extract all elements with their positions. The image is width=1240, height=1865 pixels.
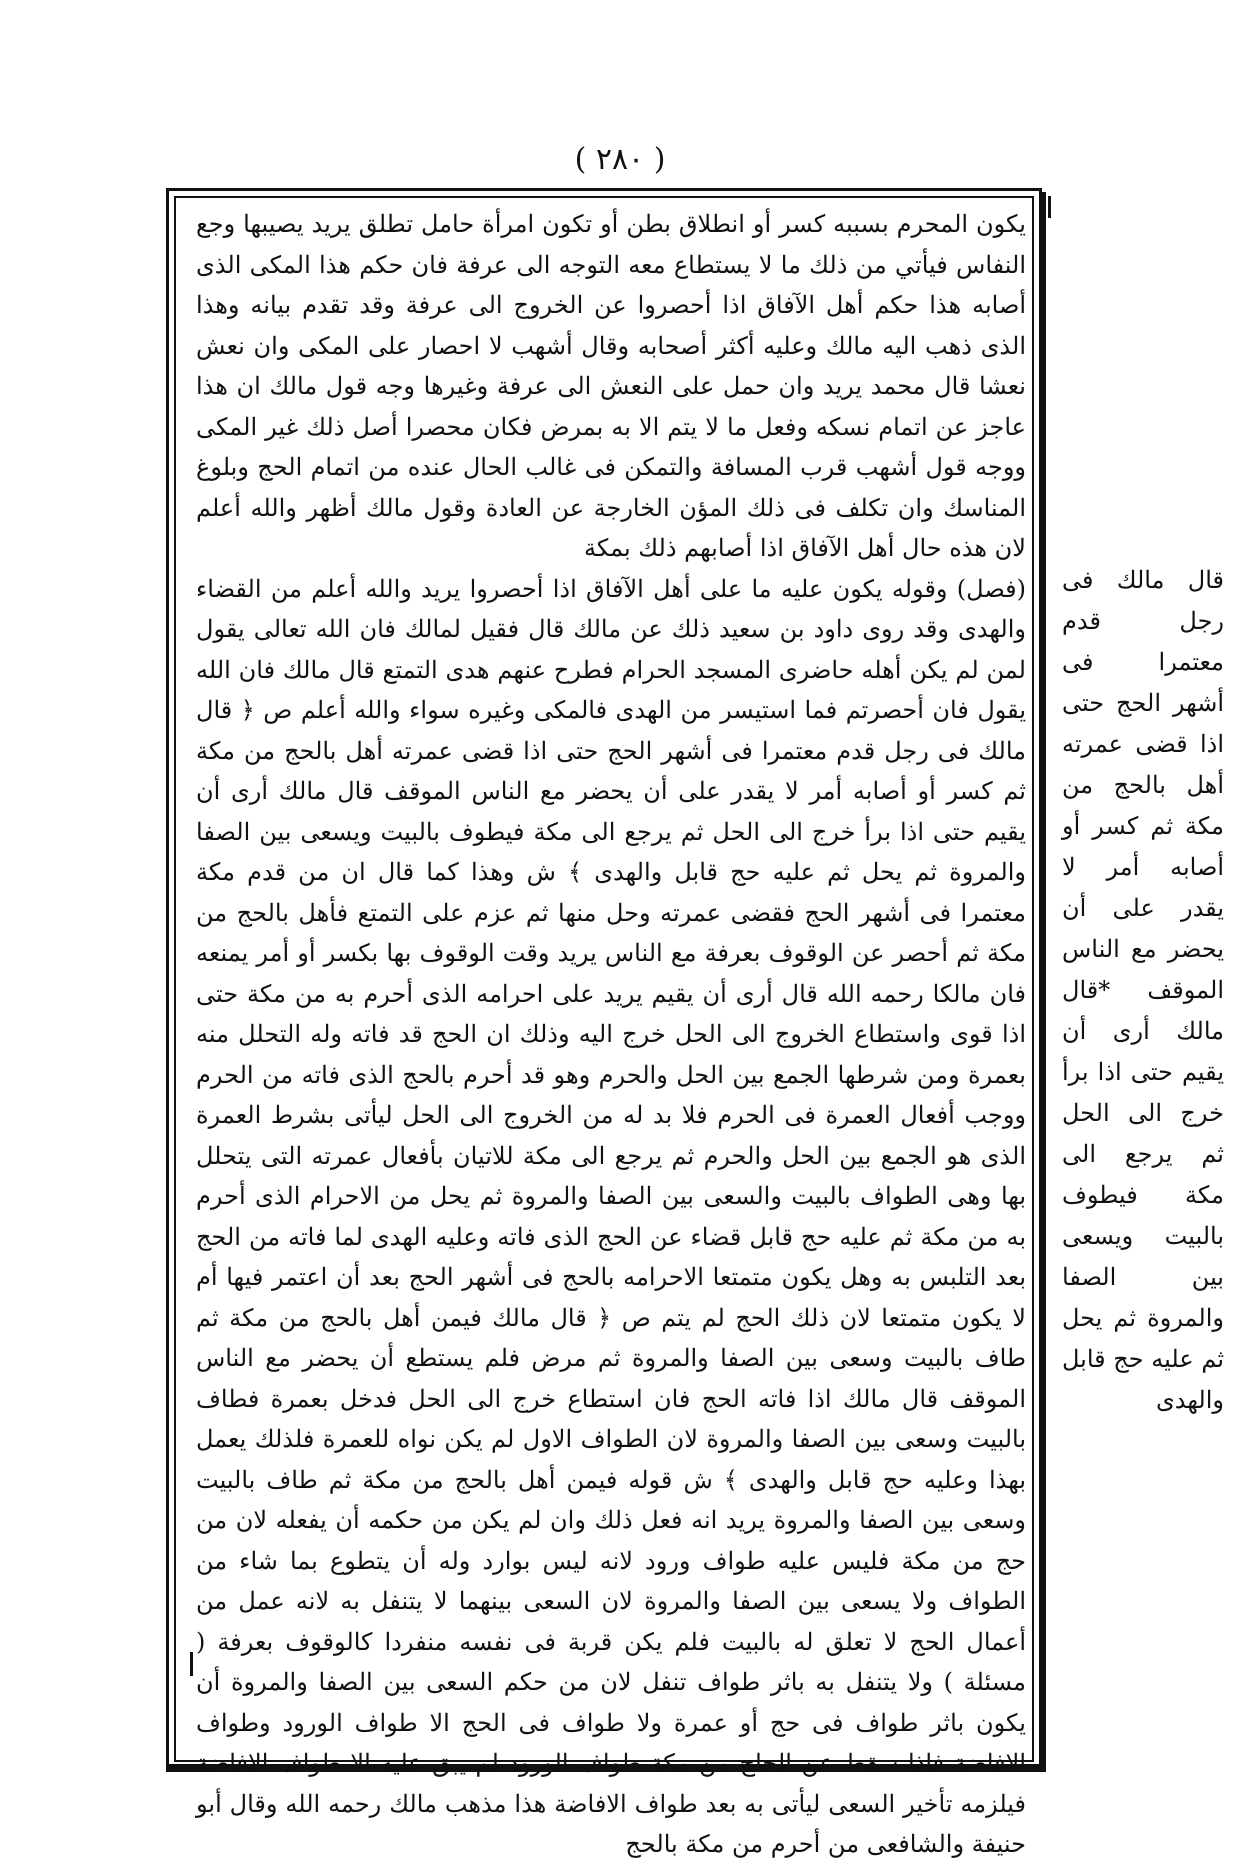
margin-mark-top xyxy=(1048,196,1051,218)
main-text-block xyxy=(196,204,1026,1865)
page-number: ( ٢٨٠ ) xyxy=(574,142,666,177)
main-paragraph-2: (فصل) وقوله يكون عليه ما على أهل الآفاق اذا أحصروا يريد والله أعلم من القضاء والهدى وقد روى داود بن سعيد ذلك عن مالك قال فقيل لمالك فان الله تعالى يقول لمن لم يكن أهله حاضرى المسجد الحرام فطرح عنهم هدى التمتع قال مالك فان الله يقول فان أحصرتم فما استيسر من الهدى فالمكى وغيره سواء والله أعلم ص ﴿ قال مالك فى رجل قدم معتمرا فى أشهر الحج حتى اذا قضى عمرته أهل بالحج من مكة ثم كسر أو أصابه أمر لا يقدر على أن يحضر مع الناس الموقف قال مالك أرى أن يقيم حتى اذا برأ خرج الى الحل ثم يرجع الى مكة فيطوف بالبيت ويسعى بين الصفا والمروة ثم يحل ثم عليه حج قابل والهدى ﴾ ش وهذا كما قال ان من قدم مكة معتمرا فى أشهر الحج فقضى عمرته وحل منها ثم عزم على التمتع فأهل بالحج من مكة ثم أحصر عن الوقوف بعرفة مع الناس يريد وقت الوقوف بها بكسر أو أمر يمنعه فان مالكا رحمه الله قال أرى أن يقيم يريد على احرامه الذى أحرم به من مكة حتى اذا قوى واستطاع الخروج الى الحل خرج اليه وذلك ان الحج قد فاته وله التحلل منه بعمرة ومن شرطها الجمع بين الحل والحرم وهو قد أحرم بالحج الذى فاته من الحرم ووجب أفعال العمرة فى الحرم فلا بد له من الخروج الى الحل ليأتى بشرط العمرة الذى هو الجمع بين الحل والحرم ثم يرجع الى مكة للاتيان بأفعال عمرته التى يتحلل بها وهى الطواف بالبيت والسعى بين الصفا والمروة ثم يحل من الاحرام الذى أحرم به من مكة ثم عليه حج قابل قضاء عن الحج الذى فاته وعليه الهدى لما فاته من الحج بعد التلبس به وهل يكون متمتعا الاحرامه بالحج فى أشهر الحج بعد أن اعتمر فيها أم لا يكون متمتعا لان ذلك الحج لم يتم ص ﴿ قال مالك فيمن أهل بالحج من مكة ثم طاف بالبيت وسعى بين الصفا والمروة ثم مرض فلم يستطع أن يحضر مع الناس الموقف قال مالك اذا فاته الحج فان استطاع خرج الى الحل فدخل بعمرة فطاف بالبيت وسعى بين الصفا والمروة لان الطواف الاول لم يكن نواه للعمرة فلذلك يعمل بهذا وعليه حج قابل والهدى ﴾ ش قوله فيمن أهل بالحج من مكة ثم طاف بالبيت وسعى بين الصفا والمروة يريد انه فعل ذلك وان لم يكن من حكمه أن يفعله لان من حج من مكة فليس عليه طواف ورود لانه ليس بوارد وله أن يتطوع بما شاء من الطواف ولا يسعى بين الصفا والمروة لان السعى بينهما لا يتنفل به لانه عمل من أعمال الحج لا تعلق له بالبيت فلم يكن قربة فى نفسه منفردا كالوقوف بعرفة ( مسئلة ) ولا يتنفل به باثر طواف تنفل لان من حكم السعى بين الصفا والمروة أن يكون باثر طواف فى حج أو عمرة ولا طواف فى الحج الا طواف الورود وطواف الافاضة فاذا سقط عن الحاج من مكة طواف الورود لم يبق عليه الا طواف الافاضة فيلزمه تأخير السعى ليأتى به بعد طواف الافاضة هذا مذهب مالك رحمه الله وقال أبو حنيفة والشافعى من أحرم من مكة بالحج xyxy=(196,574,1027,1858)
margin-note: قال مالك فى رجل قدم معتمرا فى أشهر الحج حتى اذا قضى عمرته أهل بالحج من مكة ثم كسر أو أصابه أمر لا يقدر على أن يحضر مع الناس الموقف *قال مالك أرى أن يقيم حتى اذا برأ خرج الى الحل ثم يرجع الى مكة فيطوف بالبيت ويسعى بين الصفا والمروة ثم يحل ثم عليه حج قابل والهدى xyxy=(1062,566,1224,1414)
margin-mark-bottom xyxy=(190,1652,193,1676)
main-paragraph-1: يكون المحرم بسببه كسر أو انطلاق بطن أو تكون امرأة حامل تطلق يريد يصيبها وجع النفاس فيأتي من ذلك ما لا يستطاع معه التوجه الى عرفة فان حكم هذا المكى الذى أصابه هذا حكم أهل الآفاق اذا أحصروا عن الخروج الى عرفة وقد تقدم بيانه وهذا الذى ذهب اليه مالك وعليه أكثر أصحابه وقال أشهب لا احصار على المكى وان نعش نعشا قال محمد يريد وان حمل على النعش الى عرفة وغيرها وجه قول مالك ان هذا عاجز عن اتمام نسكه وفعل ما لا يتم الا به بمرض فكان محصرا أصل ذلك غير المكى ووجه قول أشهب قرب المسافة والتمكن فى غالب الحال عنده من اتمام الحج وبلوغ المناسك وان تكلف فى ذلك المؤن الخارجة عن العادة وقول مالك أظهر والله أعلم لان هذه حال أهل الآفاق اذا أصابهم ذلك بمكة xyxy=(196,210,1026,562)
frame-shadow-right xyxy=(1040,192,1046,1772)
